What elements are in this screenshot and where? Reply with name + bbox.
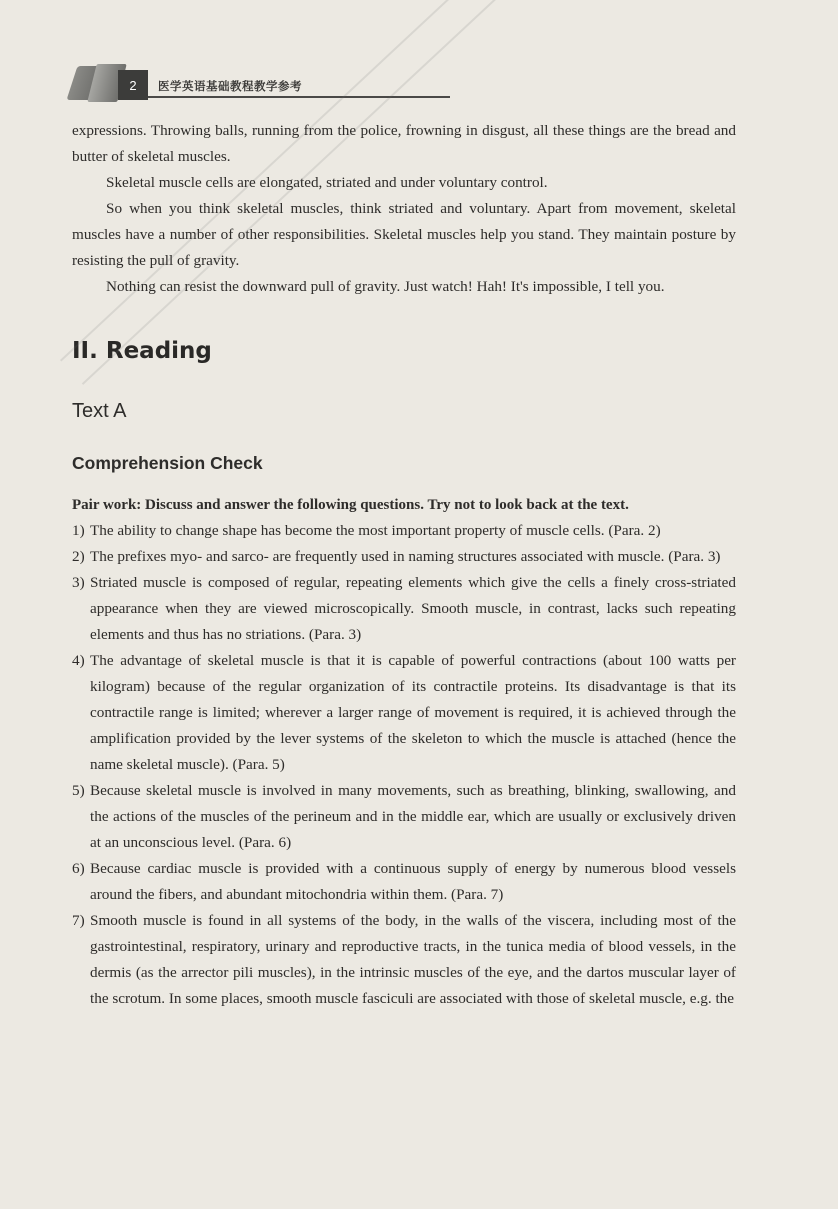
list-item [72, 544, 736, 570]
item-number: 3) [72, 574, 85, 591]
item-text: Because cardiac muscle is provided with a continuous supply of energy by numerous blood vessels around the fibers, and abundant mitochondria within them. (Para. 7) [90, 860, 736, 903]
paragraph: Skeletal muscle cells are elongated, striated and under voluntary control. [106, 174, 548, 191]
list-item [72, 648, 736, 778]
item-text: Because skeletal muscle is involved in many movements, such as breathing, blinking, swallowing, and the actions of the muscles of the perineum and in the middle ear, which are usually or exclusively driven at an unconscious level. (Para. 6) [90, 782, 736, 851]
header-rule [148, 96, 450, 98]
question-list [72, 518, 736, 1012]
section-heading: II. Reading [72, 338, 212, 364]
paragraph: expressions. Throwing balls, running from the police, frowning in disgust, all these things are the bread and butter of skeletal muscles. [72, 122, 736, 165]
item-number: 1) [72, 522, 85, 539]
list-item [72, 518, 736, 544]
item-number: 7) [72, 912, 85, 929]
instruction: Pair work: Discuss and answer the following questions. Try not to look back at the text. [72, 497, 629, 513]
item-text: The advantage of skeletal muscle is that it is capable of powerful contractions (about 100 watts per kilogram) because of the regular organization of its contractile proteins. Its disadvantage is that its contractile range is limited; wherever a larger range of movement is required, it is achieved through the amplification provided by the lever systems of the skeleton to which the muscle is attached (hence the name skeletal muscle). (Para. 5) [90, 652, 736, 773]
page-number: 2 [118, 70, 148, 100]
paragraph: So when you think skeletal muscles, think striated and voluntary. Apart from movement, skeletal muscles have a number of other responsibilities. Skeletal muscles help you stand. They maintain posture by resisting the pull of gravity. [72, 200, 736, 269]
item-number: 4) [72, 652, 85, 669]
book-title: 医学英语基础教程教学参考 [158, 79, 302, 93]
subheading: Comprehension Check [72, 453, 263, 473]
text-label: Text A [72, 400, 127, 422]
list-item [72, 570, 736, 648]
paragraph: Nothing can resist the downward pull of gravity. Just watch! Hah! It's impossible, I tell you. [106, 278, 665, 295]
item-text: The ability to change shape has become the most important property of muscle cells. (Para. 2) [90, 522, 661, 539]
intro-text [72, 118, 736, 300]
list-item [72, 856, 736, 908]
item-number: 2) [72, 548, 85, 565]
item-text: Smooth muscle is found in all systems of the body, in the walls of the viscera, including most of the gastrointestinal, respiratory, urinary and reproductive tracts, in the tunica media of blood vessels, in the dermis (as the arrector pili muscles), in the intrinsic muscles of the eye, and the dartos muscular layer of the scrotum. In some places, smooth muscle fasciculi are associated with those of skeletal muscle, e.g. the [90, 912, 736, 1007]
item-number: 6) [72, 860, 85, 877]
list-item [72, 778, 736, 856]
list-item [72, 908, 736, 1012]
item-text: Striated muscle is composed of regular, repeating elements which give the cells a finely cross-striated appearance when they are viewed microscopically. Smooth muscle, in contrast, lacks such repeating elements and thus has no striations. (Para. 3) [90, 574, 736, 643]
item-text: The prefixes myo- and sarco- are frequently used in naming structures associated with muscle. (Para. 3) [90, 548, 721, 565]
item-number: 5) [72, 782, 85, 799]
